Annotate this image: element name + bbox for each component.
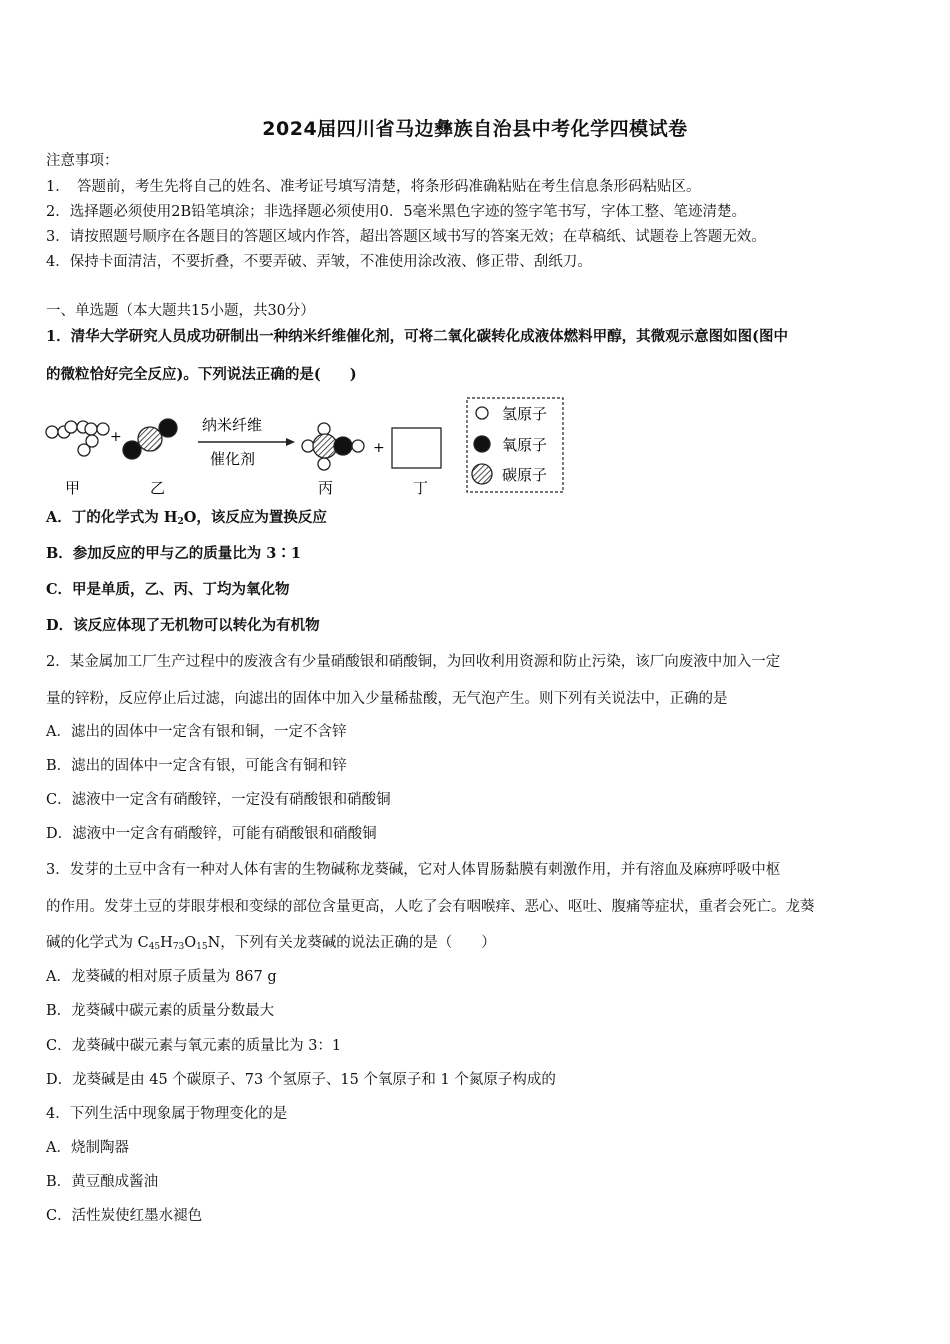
reactant-jia-molecules	[46, 421, 109, 456]
notice-item: 3．请按照题号顺序在各题目的答题区域内作答，超出答题区域书写的答案无效；在草稿纸、试题卷上答题无效。	[46, 229, 766, 245]
notice-item: 2．选择题必须使用2B铅笔填涂；非选择题必须使用0．5毫米黑色字迹的签字笔书写，字体工整、笔迹清楚。	[46, 204, 747, 220]
plus-sign: +	[110, 429, 122, 445]
q3-stem-line3: 碱的化学式为 $C_{45}H_{73}O_{15}N$，下列有关龙葵碱的说法正确的是（ ）	[46, 935, 496, 952]
arrow-head	[286, 438, 295, 446]
product-ding-box	[392, 428, 441, 468]
legend-oxygen: 氧原子	[502, 436, 548, 454]
plus-sign: +	[373, 440, 385, 456]
label-ding: 丁	[413, 479, 429, 497]
section-heading: 一、单选题（本大题共15小题，共30分）	[46, 303, 315, 319]
q2-option-d: D．滤液中一定含有硝酸锌，可能有硝酸银和硝酸铜	[46, 826, 377, 842]
q1-stem-line2: 的微粒恰好完全反应)。下列说法正确的是( )	[46, 366, 357, 383]
q3-option-d: D．龙葵碱是由 45 个碳原子、73 个氢原子、15 个氧原子和 1 个氮原子构成的	[46, 1072, 556, 1088]
legend-carbon: 碳原子	[502, 466, 548, 484]
q4-option-b: B．黄豆酿成酱油	[46, 1174, 159, 1190]
notice-heading: 注意事项：	[46, 153, 119, 169]
oxygen-legend-icon	[474, 436, 490, 452]
q1-option-a: A．丁的化学式为 $H_2O$，该反应为置换反应	[46, 509, 327, 527]
carbon-legend-icon	[472, 464, 492, 484]
q3-stem-line1: 3．发芽的土豆中含有一种对人体有害的生物碱称龙葵碱，它对人体胃肠黏膜有刺激作用，并有溶血及麻痹呼吸中枢	[46, 862, 781, 878]
q3-stem-line2: 的作用。发芽土豆的芽眼芽根和变绿的部位含量更高，人吃了会有咽喉痒、恶心、呕吐、腹痛等症状，重者会死亡。龙葵	[46, 899, 815, 915]
q4-stem: 4．下列生活中现象属于物理变化的是	[46, 1106, 288, 1122]
label-jia: 甲	[65, 479, 81, 497]
reaction-diagram	[40, 394, 570, 500]
label-yi: 乙	[150, 479, 166, 497]
legend-hydrogen: 氢原子	[502, 405, 548, 423]
notice-item: 4．保持卡面清洁，不要折叠，不要弄破、弄皱，不准使用涂改液、修正带、刮纸刀。	[46, 254, 592, 270]
catalyst-label-bottom: 催化剂	[210, 450, 256, 468]
page-title: 2024届四川省马边彝族自治县中考化学四模试卷	[262, 118, 688, 140]
q3-option-b: B．龙葵碱中碳元素的质量分数最大	[46, 1003, 275, 1019]
q4-option-c: C．活性炭使红墨水褪色	[46, 1208, 203, 1224]
product-bing-molecule	[302, 423, 364, 470]
label-bing: 丙	[318, 479, 334, 497]
q1-option-d: D．该反应体现了无机物可以转化为有机物	[46, 617, 320, 634]
q2-option-c: C．滤液中一定含有硝酸锌，一定没有硝酸银和硝酸铜	[46, 792, 391, 808]
q4-option-a: A．烧制陶器	[46, 1140, 129, 1156]
q1-option-b: B．参加反应的甲与乙的质量比为 3∶1	[46, 545, 301, 562]
q2-option-b: B．滤出的固体中一定含有银，可能含有铜和锌	[46, 758, 347, 774]
legend	[467, 398, 563, 492]
reactant-yi-molecule	[123, 419, 177, 459]
q3-option-c: C．龙葵碱中碳元素与氧元素的质量比为 3：1	[46, 1038, 342, 1054]
q2-stem-line1: 2．某金属加工厂生产过程中的废液含有少量硝酸银和硝酸铜，为回收利用资源和防止污染，该厂向废液中加入一定	[46, 654, 781, 670]
q2-option-a: A．滤出的固体中一定含有银和铜，一定不含锌	[46, 724, 347, 740]
q1-option-c: C．甲是单质，乙、丙、丁均为氧化物	[46, 581, 290, 598]
hydrogen-legend-icon	[476, 407, 488, 419]
q2-stem-line2: 量的锌粉，反应停止后过滤，向滤出的固体中加入少量稀盐酸，无气泡产生。则下列有关说法中，正确的是	[46, 691, 728, 707]
catalyst-label-top: 纳米纤维	[202, 416, 263, 434]
q1-stem-line1: 1．清华大学研究人员成功研制出一种纳米纤维催化剂，可将二氧化碳转化成液体燃料甲醇，其微观示意图如图(图中	[46, 328, 788, 345]
q3-option-a: A．龙葵碱的相对原子质量为 867 g	[46, 969, 277, 985]
notice-item: 1． 答题前，考生先将自己的姓名、准考证号填写清楚，将条形码准确粘贴在考生信息条形码粘贴区。	[46, 179, 701, 195]
